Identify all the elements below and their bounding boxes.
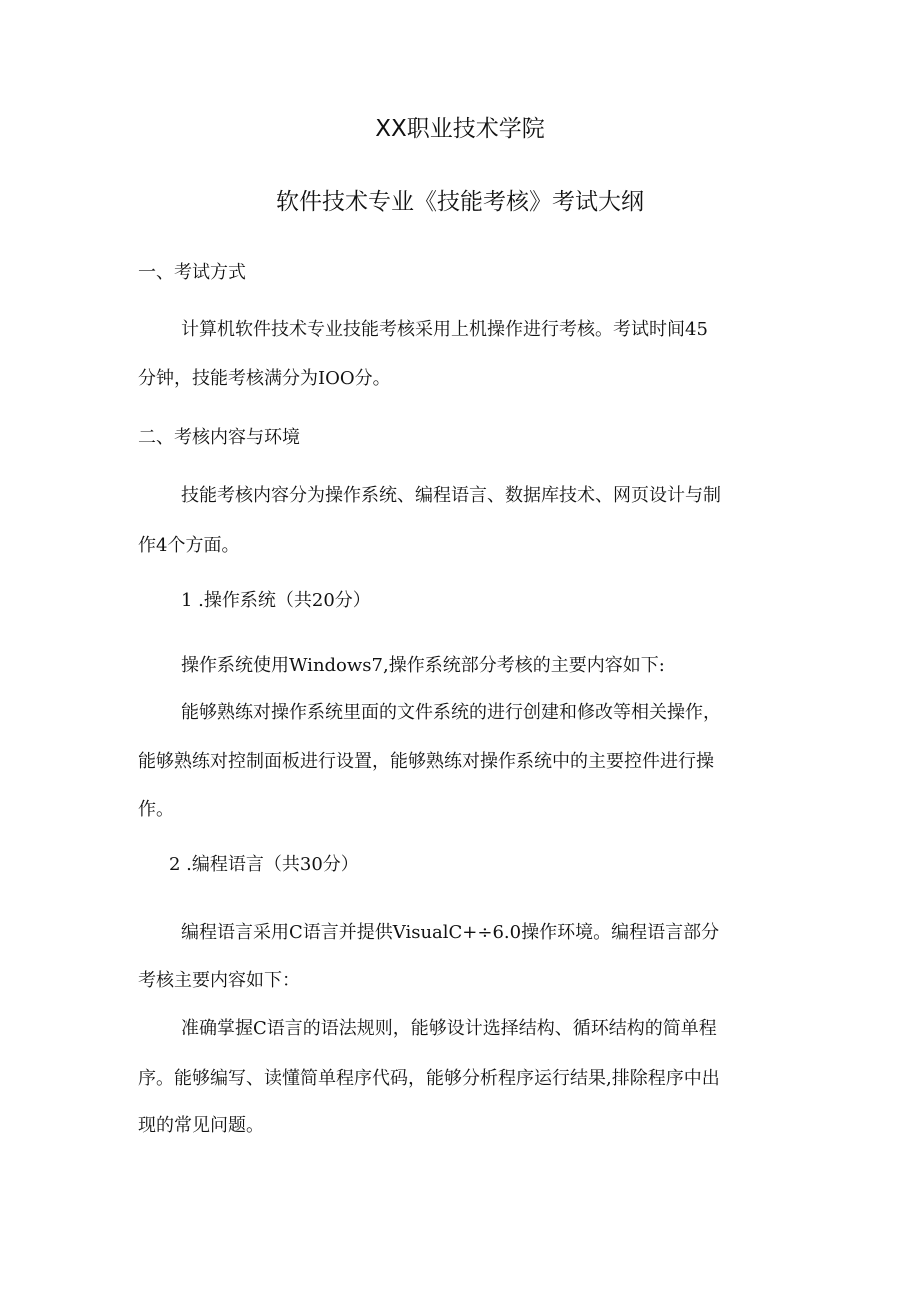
subsection2-paragraph-line: 现的常见问题。 xyxy=(138,1115,264,1136)
document-title: XX职业技术学院 xyxy=(375,116,545,142)
section2-paragraph-line: 技能考核内容分为操作系统、编程语言、数据库技术、网页设计与制 xyxy=(181,485,721,506)
subsection1-heading: 1 .操作系统（共20分） xyxy=(181,590,371,611)
subsection2-paragraph-line: 序。能够编写、读懂简单程序代码，能够分析程序运行结果,排除程序中出 xyxy=(138,1068,720,1089)
section1-heading: 一、考试方式 xyxy=(138,262,246,283)
section1-paragraph-line: 分钟，技能考核满分为IOO分。 xyxy=(138,368,391,389)
section2-heading: 二、考核内容与环境 xyxy=(138,427,300,448)
section2-paragraph-line: 作4个方面。 xyxy=(138,535,240,556)
subsection1-paragraph-line: 操作系统使用Windows7,操作系统部分考核的主要内容如下: xyxy=(181,655,665,676)
document-subtitle: 软件技术专业《技能考核》考试大纲 xyxy=(276,189,644,215)
subsection1-paragraph-line: 能够熟练对控制面板进行设置，能够熟练对操作系统中的主要控件进行操 xyxy=(138,751,714,772)
subsection2-heading: 2 .编程语言（共30分） xyxy=(169,854,359,875)
subsection1-paragraph-line: 能够熟练对操作系统里面的文件系统的进行创建和修改等相关操作， xyxy=(181,702,721,723)
subsection2-paragraph-line: 准确掌握C语言的语法规则，能够设计选择结构、循环结构的简单程 xyxy=(181,1018,717,1039)
subsection2-paragraph-line: 考核主要内容如下： xyxy=(138,970,300,991)
subsection2-paragraph-line: 编程语言采用C语言并提供VisualC+÷6.0操作环境。编程语言部分 xyxy=(181,922,720,943)
section1-paragraph-line: 计算机软件技术专业技能考核采用上机操作进行考核。考试时间45 xyxy=(181,319,708,340)
subsection1-paragraph-line: 作。 xyxy=(138,799,174,820)
